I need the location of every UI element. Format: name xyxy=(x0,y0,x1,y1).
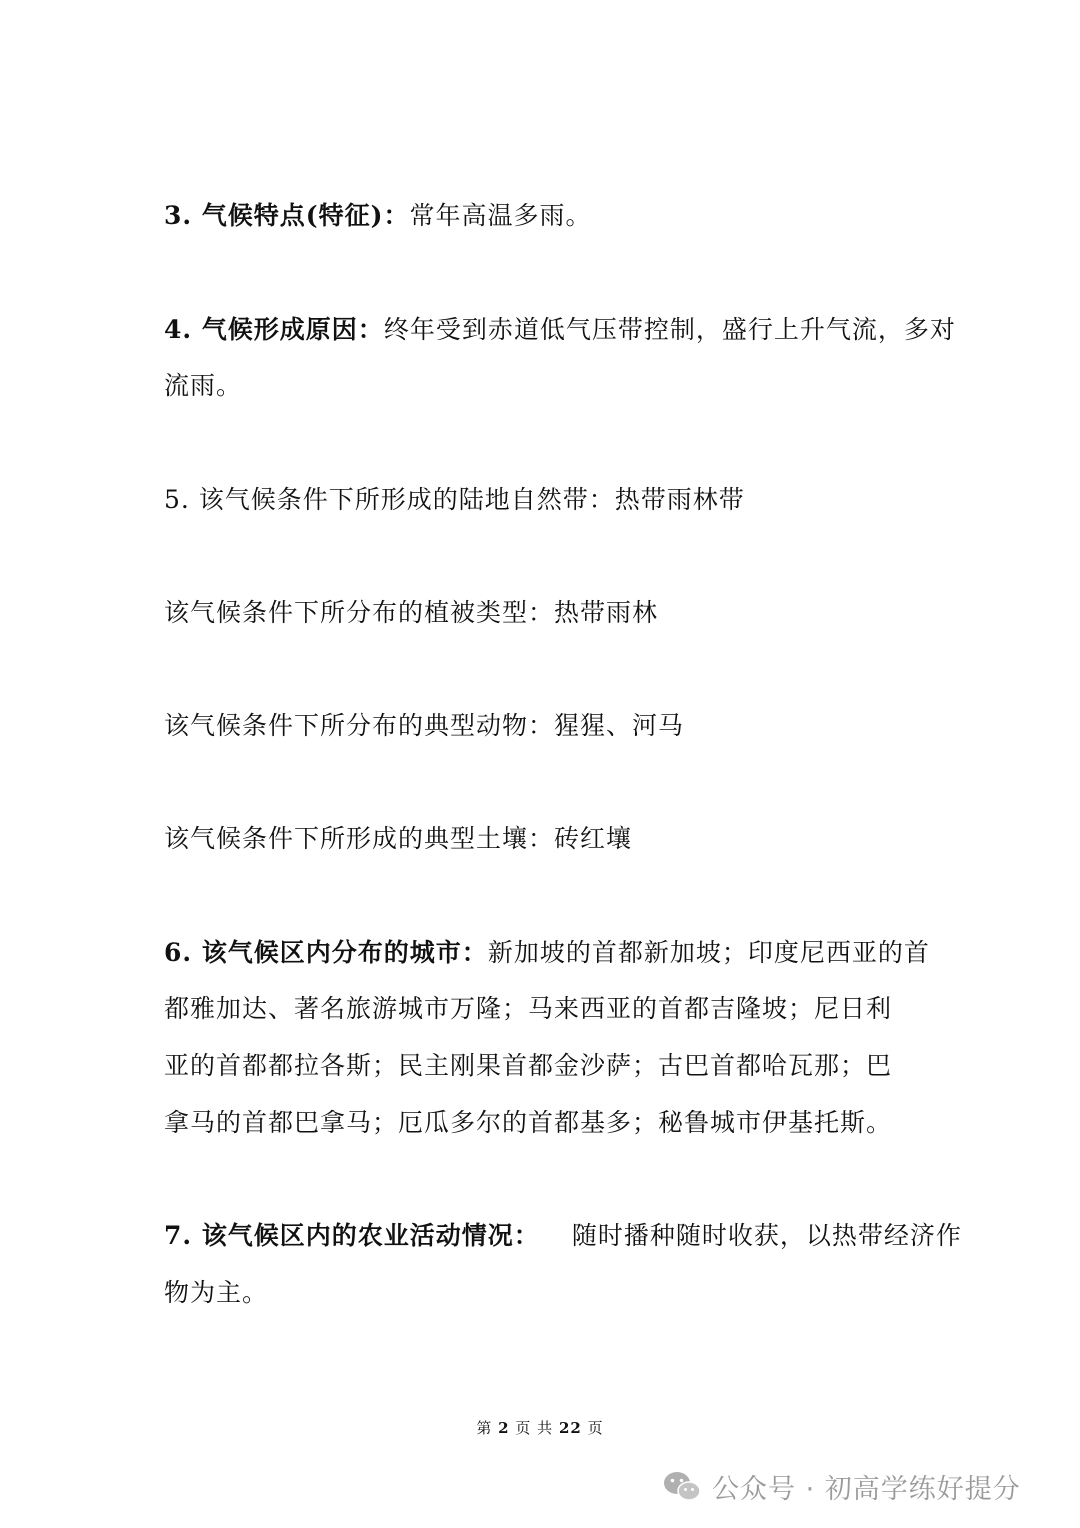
section-6-line-4: 拿马的首都巴拿马；厄瓜多尔的首都基多；秘鲁城市伊基托斯。 xyxy=(164,1108,893,1137)
section-7-label: 7. 该气候区内的农业活动情况： xyxy=(164,1221,540,1250)
section-3-text: 常年高温多雨。 xyxy=(409,201,592,230)
section-5-line-3: 该气候条件下所分布的典型动物：猩猩、河马 xyxy=(164,711,685,740)
section-4-label: 4. 气候形成原因： xyxy=(164,315,384,344)
section-4-line-1 xyxy=(164,315,956,345)
section-4-line-2: 流雨。 xyxy=(164,371,243,400)
footer-page-number: 2 xyxy=(498,1419,510,1437)
section-6-line-3: 亚的首都都拉各斯；民主刚果首都金沙萨；古巴首都哈瓦那；巴 xyxy=(164,1051,893,1080)
footer-prefix: 第 xyxy=(476,1419,493,1437)
footer-suffix: 页 xyxy=(587,1419,604,1437)
section-5-line-4: 该气候条件下所形成的典型土壤：砖红壤 xyxy=(164,824,633,853)
section-5-line-2: 该气候条件下所分布的植被类型：热带雨林 xyxy=(164,598,659,627)
section-6-text: 新加坡的首都新加坡；印度尼西亚的首 xyxy=(487,938,930,967)
section-3-label: 3. 气候特点(特征)： xyxy=(164,201,410,230)
section-3-line xyxy=(164,201,924,231)
wechat-icon xyxy=(662,1469,702,1503)
section-6-label: 6. 该气候区内分布的城市： xyxy=(164,938,488,967)
section-5-line-1: 5. 该气候条件下所形成的陆地自然带：热带雨林带 xyxy=(164,485,745,514)
section-6-line-1 xyxy=(164,938,930,968)
section-7-text: 随时播种随时收获，以热带经济作 xyxy=(571,1221,962,1250)
page-footer xyxy=(0,1418,1080,1438)
footer-total-pages: 22 xyxy=(558,1419,582,1437)
watermark xyxy=(662,1466,1021,1506)
section-6-line-2: 都雅加达、著名旅游城市万隆；马来西亚的首都吉隆坡；尼日利 xyxy=(164,994,893,1023)
section-7-line-1 xyxy=(164,1221,962,1251)
watermark-text: 公众号 · 初高学练好提分 xyxy=(712,1473,1021,1505)
section-4-text: 终年受到赤道低气压带控制，盛行上升气流，多对 xyxy=(383,315,956,344)
footer-middle: 页 共 xyxy=(515,1419,554,1437)
section-7-line-2: 物为主。 xyxy=(164,1278,269,1307)
